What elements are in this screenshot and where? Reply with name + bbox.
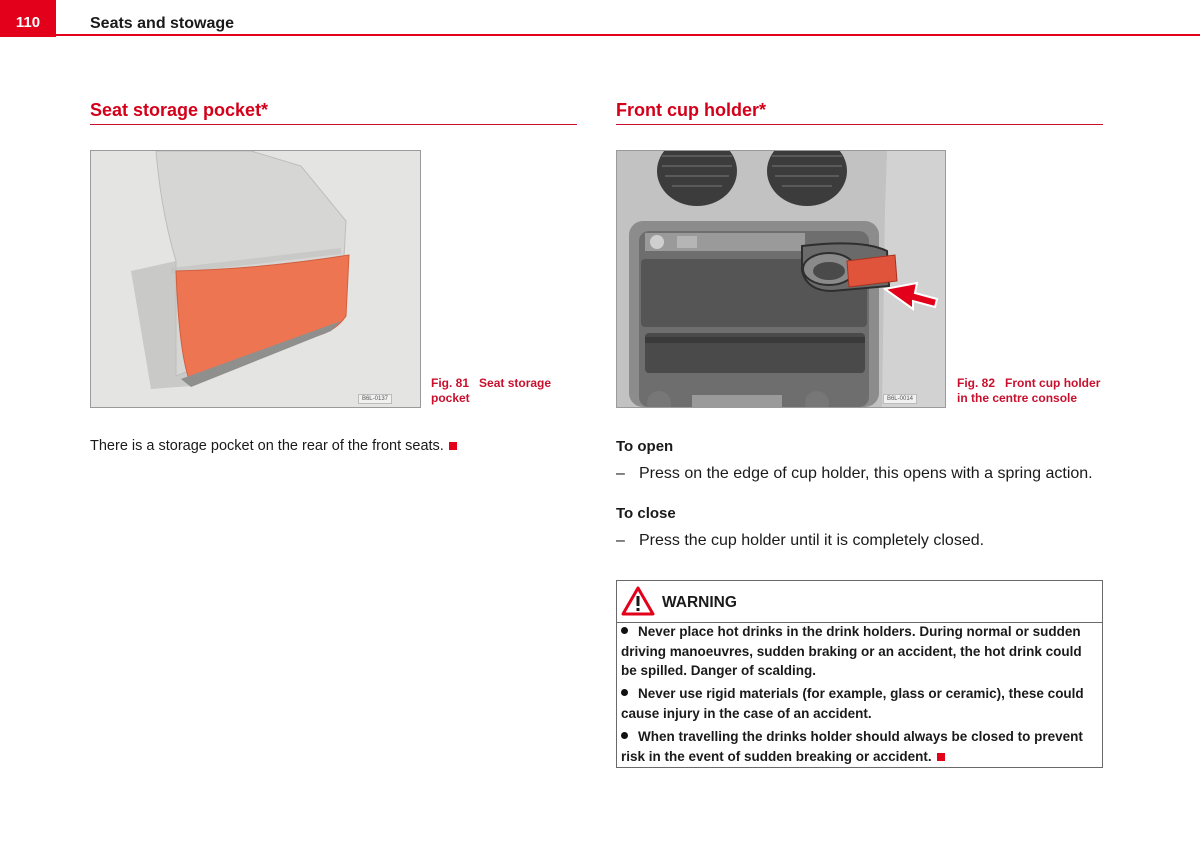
to-close-step: Press the cup holder until it is completely closed. [639,532,985,549]
section-rule [90,124,577,125]
header-rule [56,34,1200,36]
to-close-heading: To close [616,505,676,522]
cup-holder-edge-highlight [847,255,897,287]
dash: – [616,465,625,482]
caption-text: Seat storage pocket [431,376,552,405]
warning-item-text: Never place hot drinks in the drink holders. During normal or sudden driving manoeuvres, sudden braking or an accident, the hot drink could be spilled. Danger of scalding. [621,624,1082,678]
console-illustration [617,151,945,407]
end-of-section-square-icon [937,753,945,761]
warning-item-text: Never use rigid materials (for example, glass or ceramic), these could cause injury in the case of an accident. [621,686,1084,721]
dash: – [616,532,625,549]
page-number: 110 [15,14,41,31]
figure-code: B6L-0014 [883,394,917,404]
caption-number: Fig. 82 [957,376,996,390]
figure-code: B6L-0137 [358,394,392,404]
figure-caption-81 [431,376,571,406]
body-text: There is a storage pocket on the rear of the front seats. [90,438,444,454]
figure-front-cup-holder [616,150,946,408]
caption-number: Fig. 81 [431,376,470,390]
warning-item [621,727,1099,766]
figure-caption-82 [957,376,1103,406]
warning-item-text: When travelling the drinks holder should always be closed to prevent risk in the event of sudden breaking or accident. [621,729,1083,764]
section-rule [616,124,1103,125]
warning-item [621,622,1099,681]
to-open-step: Press on the edge of cup holder, this opens with a spring action. [639,465,1093,482]
bullet-icon [621,689,628,696]
caption-text: Front cup holder in the centre console [957,376,1101,405]
chapter-title: Seats and stowage [90,15,235,32]
end-of-section-square-icon [449,442,457,450]
section-title-seat-storage: Seat storage pocket* [90,100,269,120]
warning-triangle-icon [621,586,655,616]
bullet-icon [621,732,628,739]
seat-illustration [91,151,420,407]
section-title-cup-holder: Front cup holder* [616,100,766,120]
bullet-icon [621,627,628,634]
warning-label: WARNING [662,594,737,611]
seat-pocket-description [90,438,577,454]
to-open-heading: To open [616,438,674,455]
figure-seat-storage-pocket [90,150,421,408]
warning-item [621,684,1099,723]
